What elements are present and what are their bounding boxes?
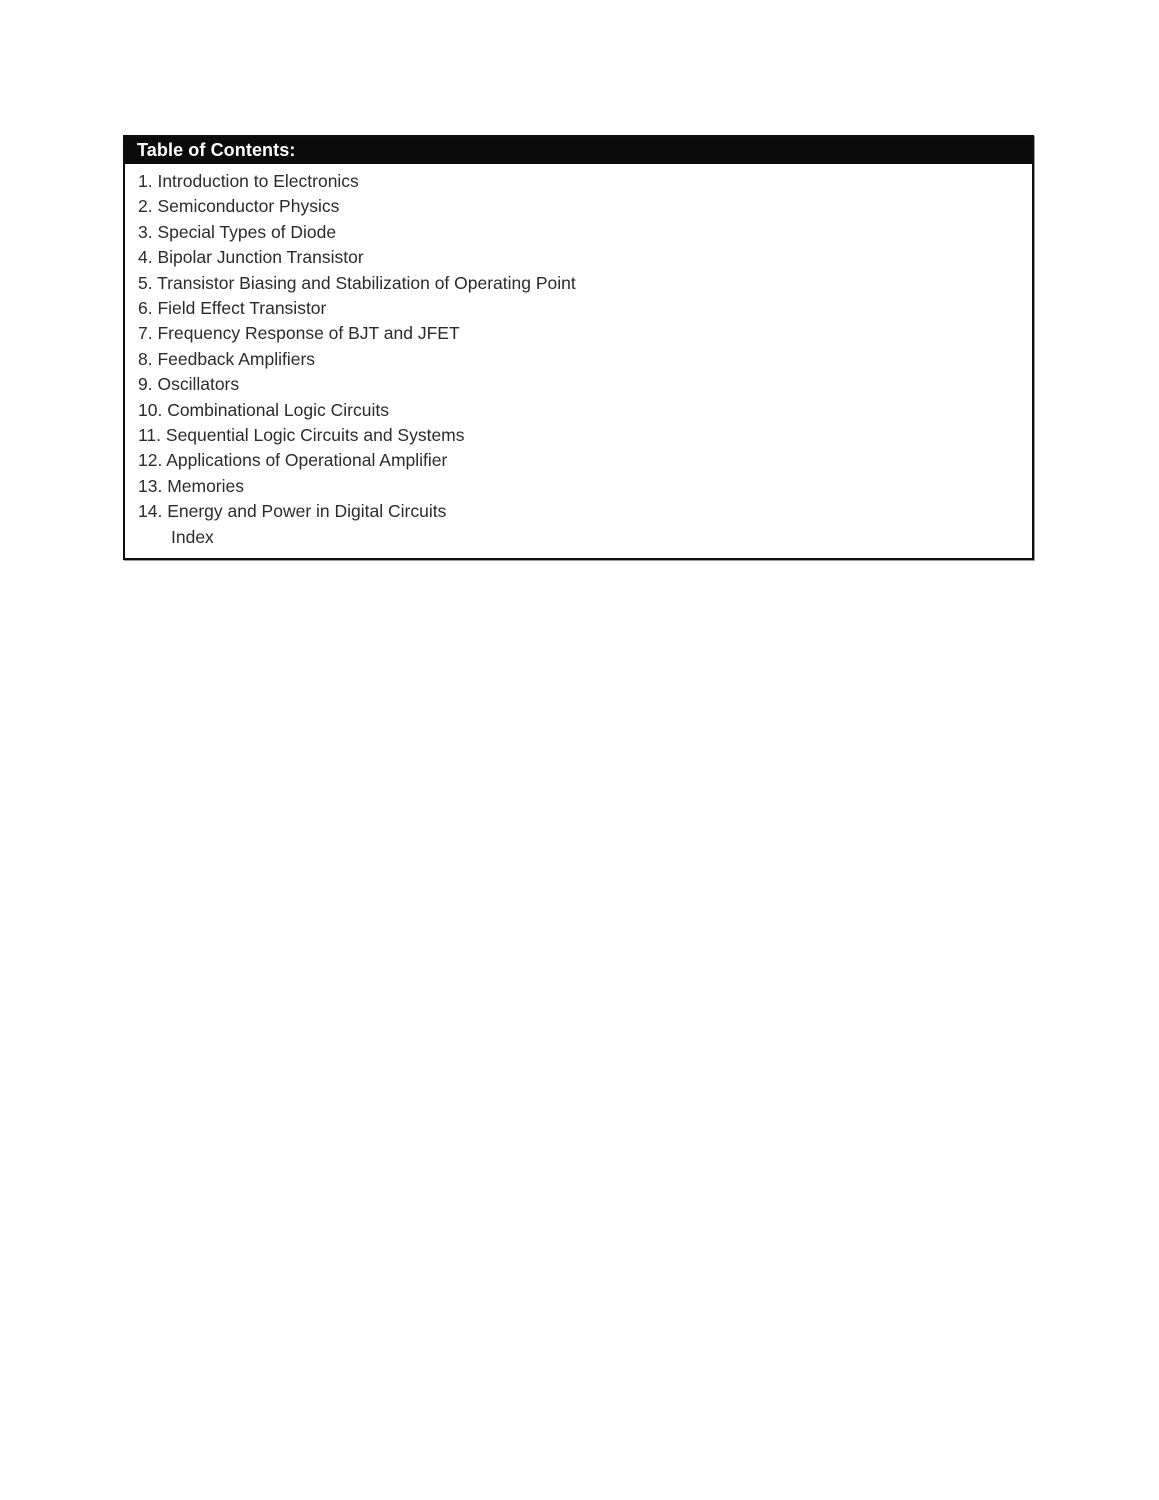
toc-item: Index — [171, 526, 214, 547]
toc-header-bar — [125, 137, 1032, 164]
toc-item: 7. Frequency Response of BJT and JFET — [138, 323, 460, 344]
toc-item: 8. Feedback Amplifiers — [138, 348, 316, 369]
toc-item: 1. Introduction to Electronics — [138, 171, 359, 191]
toc-item: 2. Semiconductor Physics — [138, 196, 340, 217]
toc-item: 11. Sequential Logic Circuits and Systems — [138, 425, 465, 446]
toc-item: 13. Memories — [138, 475, 245, 496]
toc-item: 9. Oscillators — [138, 374, 240, 395]
toc-item: 3. Special Types of Diode — [138, 221, 337, 242]
table-of-contents-box — [123, 135, 1034, 560]
toc-item: 12. Applications of Operational Amplifier — [138, 450, 448, 471]
toc-item: 14. Energy and Power in Digital Circuits — [138, 501, 447, 522]
toc-title: Table of Contents: — [137, 140, 296, 160]
toc-item: 10. Combinational Logic Circuits — [138, 399, 389, 420]
toc-item: 5. Transistor Biasing and Stabilization of Operating Point — [138, 272, 576, 293]
toc-item: 4. Bipolar Junction Transistor — [138, 247, 364, 268]
toc-list — [125, 164, 1032, 558]
toc-item: 6. Field Effect Transistor — [138, 298, 327, 319]
